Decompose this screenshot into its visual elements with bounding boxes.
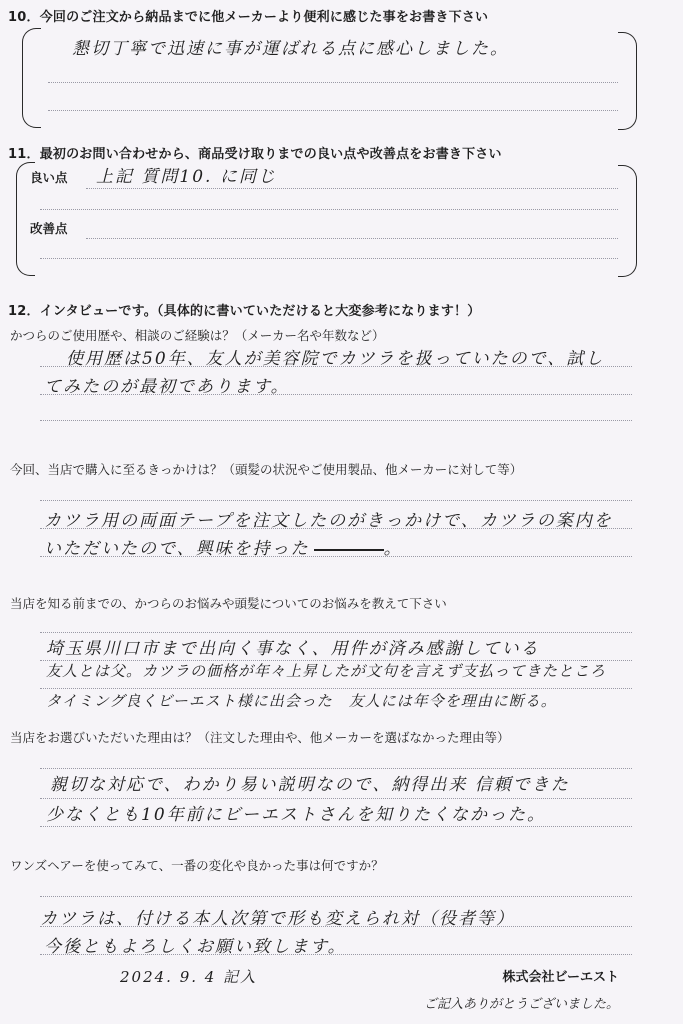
q12-reason-rule-3 <box>40 826 632 827</box>
q10-title: 10．今回のご注文から納品までに他メーカーより便利に感じた事をお書き下さい <box>8 10 489 25</box>
q12-change-rule-2 <box>40 926 632 927</box>
q12-history-question: かつらのご使用歴や、相談のご経験は？（メーカー名や年数など） <box>10 328 385 343</box>
q12-reason-rule-1 <box>40 768 632 769</box>
q12-change-rule-1 <box>40 896 632 897</box>
q12-trigger-question: 今回、当店で購入に至るきっかけは？（頭髪の状況やご使用製品、他メーカーに対して等） <box>10 462 523 477</box>
q12-reason-line-1: 親切な対応で、わかり易い説明なので、納得出来 信頼できた <box>50 775 570 795</box>
q12-worries-question: 当店を知る前までの、かつらのお悩みや頭髪についてのお悩みを教えて下さい <box>10 596 447 611</box>
q12-worries-line-2: 友人とは父。カツラの価格が年々上昇したが文句を言えず支払ってきたところ <box>46 662 607 680</box>
strikethrough-mark <box>314 549 384 551</box>
q12-reason-line-2: 少なくとも10年前にビーエストさんを知りたくなかった。 <box>46 805 546 825</box>
q11-rule-4 <box>40 258 618 259</box>
q12-trigger-rule-2 <box>40 528 632 529</box>
q11-improve-label: 改善点 <box>30 221 68 236</box>
q12-worries-rule-3 <box>40 688 632 689</box>
q11-rule-1 <box>86 188 618 189</box>
q12-change-rule-3 <box>40 954 632 955</box>
q12-title: 12．インタビューです。（具体的に書いていただけると大変参考になります！） <box>8 304 481 319</box>
q12-history-line-2: てみたのが最初であります。 <box>44 377 290 397</box>
q11-bracket-right <box>618 165 637 277</box>
q12-worries-line-1: 埼玉県川口市まで出向く事なく、用件が済み感謝している <box>46 639 540 659</box>
q10-bracket-left <box>22 28 41 128</box>
q10-rule-2 <box>48 110 618 111</box>
q10-bracket-right <box>618 32 637 130</box>
q10-rule-1 <box>48 82 618 83</box>
q12-history-rule-2 <box>40 394 632 395</box>
q11-title: 11．最初のお問い合わせから、商品受け取りまでの良い点や改善点をお書き下さい <box>8 147 502 162</box>
company-name: 株式会社ビーエスト <box>502 970 619 985</box>
q12-reason-question: 当店をお選びいただいた理由は？（注文した理由や、他メーカーを選ばなかった理由等） <box>10 730 510 745</box>
q12-change-line-1: カツラは、付ける本人次第で形も変えられ対（役者等） <box>40 909 515 929</box>
q12-worries-line-3: タイミング良くビーエスト様に出会った 友人には年令を理由に断る。 <box>46 692 557 710</box>
q12-trigger-rule-1 <box>40 500 632 501</box>
q12-change-line-2: 今後ともよろしくお願い致します。 <box>44 937 347 957</box>
q12-worries-rule-1 <box>40 632 632 633</box>
q12-trigger-end: 。 <box>383 539 403 559</box>
q12-trigger-line-2: いただいたので、興味を持った <box>44 539 310 559</box>
q10-answer: 懇切丁寧で迅速に事が運ばれる点に感心しました。 <box>72 39 509 59</box>
q12-reason-rule-2 <box>40 798 632 799</box>
q12-history-line-1: 使用歴は50年、友人が美容院でカツラを扱っていたので、試し <box>66 349 605 369</box>
q11-rule-2 <box>40 209 618 210</box>
q12-history-rule-3 <box>40 420 632 421</box>
q12-history-rule-1 <box>40 366 632 367</box>
q12-trigger-line-1: カツラ用の両面テープを注文したのがきっかけで、カツラの案内を <box>44 511 613 531</box>
q11-rule-3 <box>86 238 618 239</box>
q11-good-label: 良い点 <box>30 170 68 185</box>
q12-change-question: ワンズヘアーを使ってみて、一番の変化や良かった事は何ですか？ <box>10 858 384 873</box>
q12-trigger-rule-3 <box>40 556 632 557</box>
q12-change-date: 2024. 9. 4 記入 <box>120 968 258 986</box>
q11-good-answer: 上記 質問10. に同じ <box>96 167 277 187</box>
thanks-message: ご記入ありがとうございました。 <box>423 997 619 1012</box>
